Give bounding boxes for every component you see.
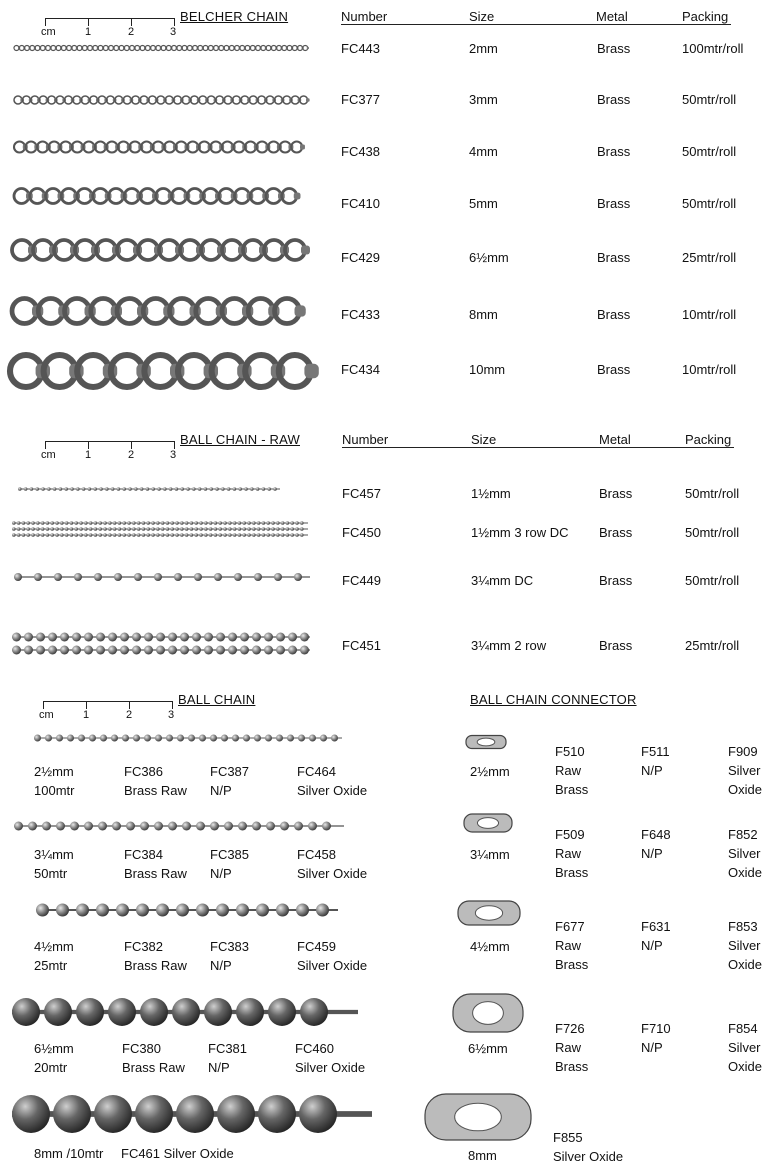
connector-last-size: 8mm	[468, 1148, 497, 1163]
chain-image-fc450-row3	[12, 533, 308, 537]
chain-image-65mm	[12, 998, 358, 1026]
connector-image-f855	[425, 1094, 531, 1140]
chain-image-fc450-row2	[12, 527, 308, 531]
ball-last-size: 8mm /10mtr	[34, 1146, 104, 1161]
connector-title: BALL CHAIN CONNECTOR	[470, 692, 637, 707]
ball-scale: cm 1 2 3	[43, 701, 173, 723]
raw-header-number: Number	[342, 432, 389, 447]
chain-image-fc377	[14, 96, 310, 104]
raw-title: BALL CHAIN - RAW	[180, 432, 300, 447]
ball-title: BALL CHAIN	[178, 692, 256, 707]
chain-image-45mm	[36, 904, 338, 917]
ball-last-code: FC461 Silver Oxide	[121, 1146, 234, 1161]
chain-image-fc410	[14, 189, 301, 204]
chain-image-fc429	[12, 240, 310, 260]
connector-image-f726	[453, 994, 523, 1032]
raw-header-metal: Metal	[599, 432, 631, 447]
raw-header-size: Size	[471, 432, 497, 447]
connector-image-f677	[458, 901, 520, 925]
chain-image-fc457	[18, 487, 280, 491]
connector-image-f510	[466, 736, 506, 749]
belcher-header-packing: Packing	[682, 9, 729, 24]
chain-image-25mm	[34, 735, 342, 742]
chain-image-fc434	[10, 355, 319, 387]
raw-header-rule	[342, 447, 734, 448]
belcher-scale: cm 1 2 3	[45, 18, 175, 40]
chain-image-fc433	[12, 299, 306, 324]
belcher-title: BELCHER CHAIN	[180, 9, 289, 24]
connector-last-code: F855 Silver Oxide	[553, 1130, 624, 1164]
chain-image-8mm	[12, 1095, 372, 1133]
chain-image-fc449	[14, 573, 310, 581]
chain-image-325mm	[14, 822, 344, 831]
belcher-header-size: Size	[469, 9, 495, 24]
belcher-header-rule	[341, 24, 731, 25]
chain-image-fc443	[14, 46, 309, 51]
chain-image-fc438	[14, 142, 305, 153]
belcher-header-metal: Metal	[596, 9, 628, 24]
raw-header-packing: Packing	[685, 432, 732, 447]
belcher-header-number: Number	[341, 9, 388, 24]
raw-scale: cm 1 2 3	[45, 441, 175, 463]
connector-image-f509	[464, 814, 512, 832]
chain-image-fc451-row2	[12, 646, 310, 655]
chain-image-fc450-row1	[12, 521, 308, 525]
chain-image-fc451-row1	[12, 633, 310, 642]
